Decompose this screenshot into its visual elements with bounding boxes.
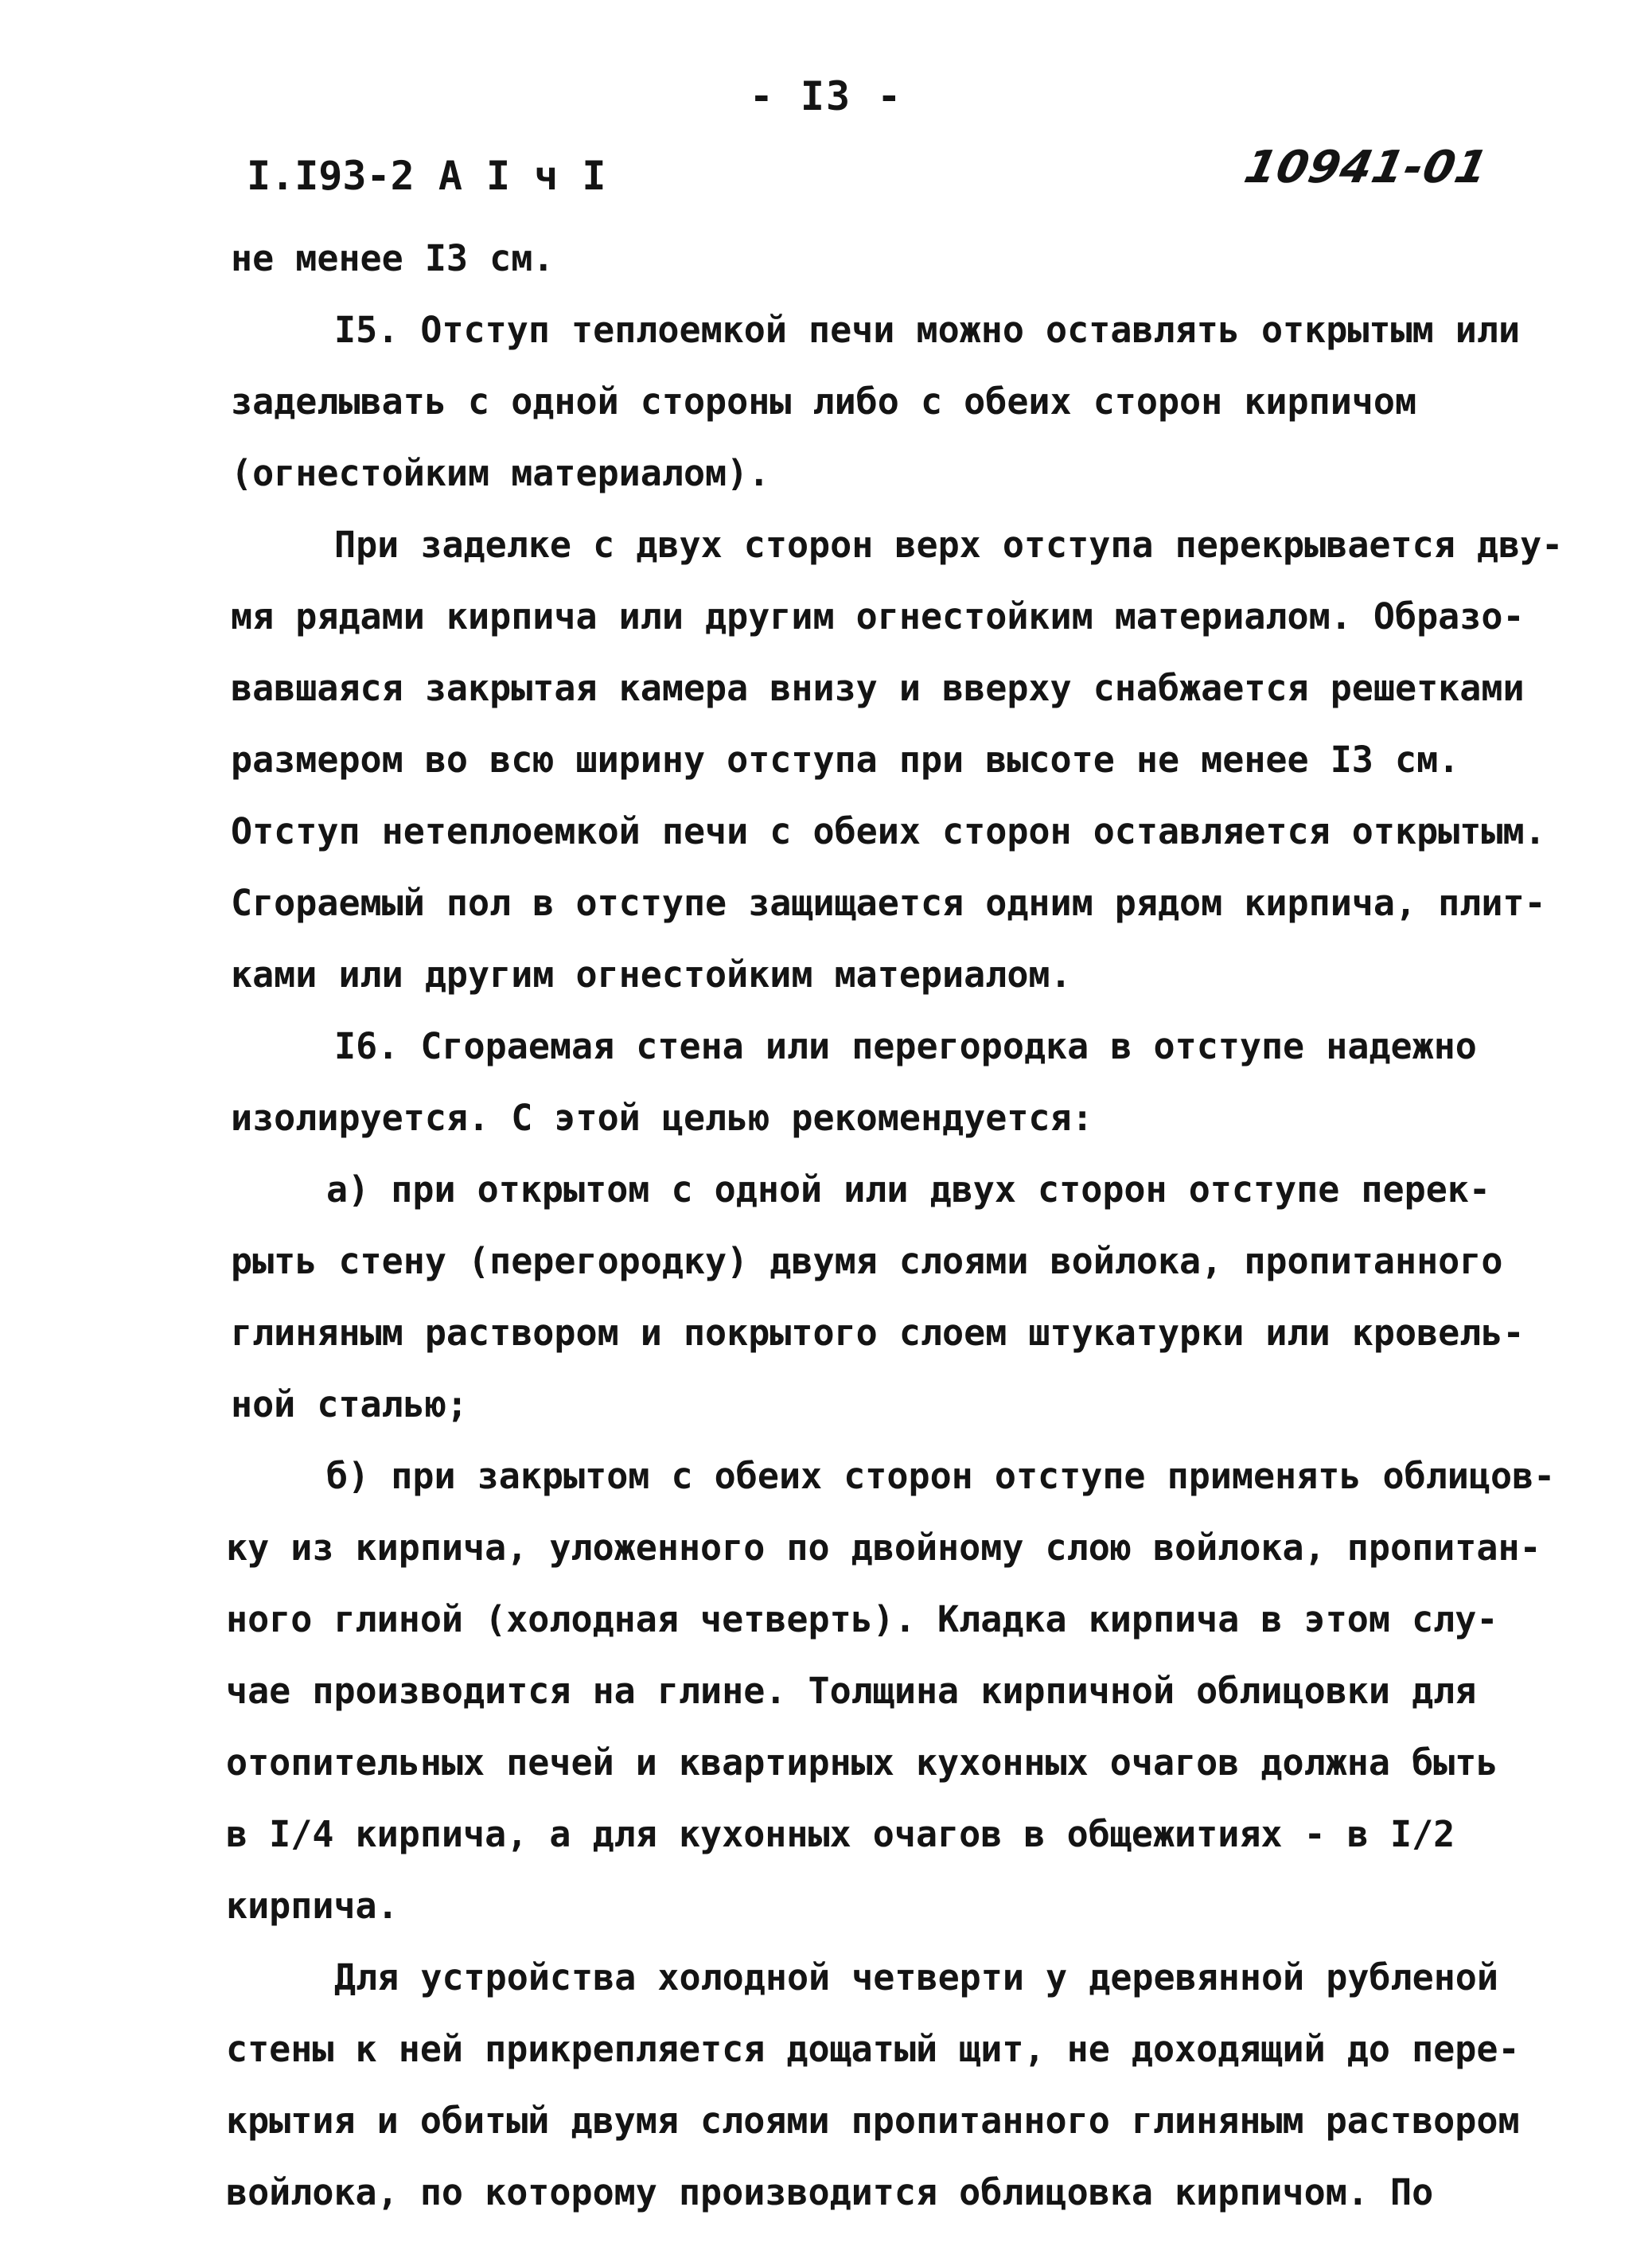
text-line: войлока, по которому производится облицовка кирпичом. По [226,2171,1434,2213]
list-item-a: а) при открытом с одной или двух сторон отступе перек- [326,1168,1490,1211]
text-line: не менее I3 см. [231,237,555,279]
text-line: чае производится на глине. Толщина кирпичной облицовки для [226,1670,1477,1712]
text-line: Отступ нетеплоемкой печи с обеих сторон оставляется открытым. [231,810,1546,852]
body-text [226,223,1599,2229]
text-line: в I/4 кирпича, а для кухонных очагов в общежитиях - в I/2 [226,1813,1455,1855]
text-line: глиняным раствором и покрытого слоем штукатурки или кровель- [231,1312,1525,1354]
paragraph-16-start: I6. Сгораемая стена или перегородка в отступе надежно [334,1025,1477,1067]
document-code: I.I93-2 А I ч I [247,153,606,199]
text-line: заделывать с одной стороны либо с обеих сторон кирпичом [231,380,1417,423]
text-line: крытия и обитый двумя слоями пропитанного глиняным раствором [226,2100,1520,2142]
paragraph-start: При заделке с двух сторон верх отступа перекрывается дву- [334,524,1564,566]
paragraph-15-start: I5. Отступ теплоемкой печи можно оставлять открытым или [334,309,1521,351]
text-line: ной сталью; [231,1383,469,1425]
paragraph-start: Для устройства холодной четверти у деревянной рубленой [334,1956,1498,1998]
text-line: Сгораемый пол в отступе защищается одним рядом кирпича, плит- [231,882,1546,924]
text-line: размером во всю ширину отступа при высоте не менее I3 см. [231,739,1460,781]
text-line: (огнестойким материалом). [231,452,770,494]
text-line: кирпича. [226,1885,399,1927]
text-line: ками или другим огнестойким материалом. [231,953,1072,996]
text-line: рыть стену (перегородку) двумя слоями войлока, пропитанного [231,1240,1503,1282]
text-line: мя рядами кирпича или другим огнестойким материалом. Образо- [231,595,1525,638]
page-number: - I3 - [749,73,903,119]
text-line: вавшаяся закрытая камера внизу и вверху снабжается решетками [231,667,1525,709]
text-line: ку из кирпича, уложенного по двойному слою войлока, пропитан- [226,1527,1541,1569]
text-line: стены к ней прикрепляется дощатый щит, не доходящий до пере- [226,2028,1520,2070]
archive-number-handwritten: 10941-01 [1240,142,1493,193]
text-line: изолируется. С этой целью рекомендуется: [231,1097,1093,1139]
text-line: ного глиной (холодная четверть). Кладка кирпича в этом слу- [226,1598,1498,1640]
text-line: отопительных печей и квартирных кухонных очагов должна быть [226,1741,1498,1784]
list-item-b: б) при закрытом с обеих сторон отступе применять облицов- [326,1455,1556,1497]
